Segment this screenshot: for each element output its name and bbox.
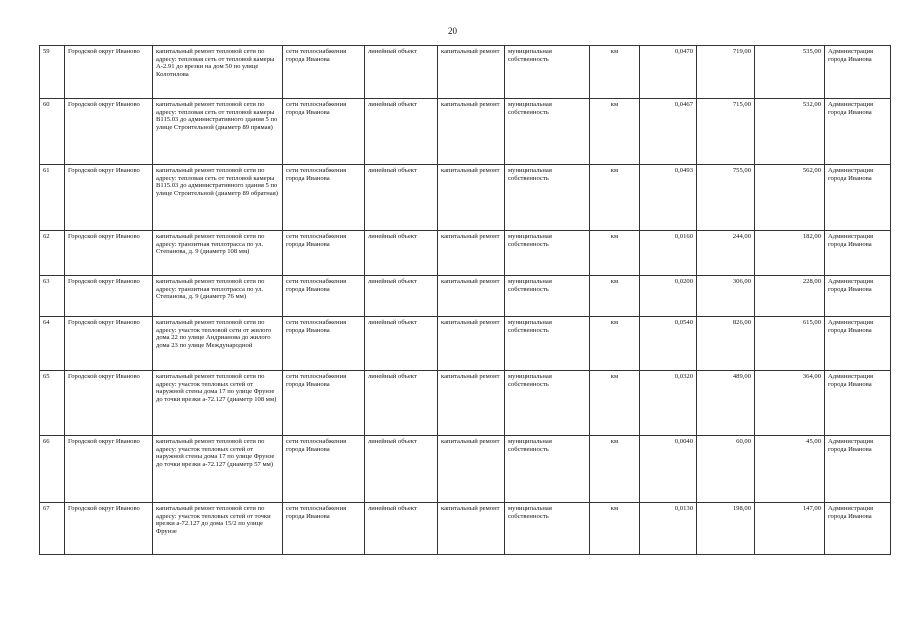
total-cost-cell: 306,00 bbox=[697, 276, 755, 317]
executor-cell: Администрация города Иванова bbox=[825, 436, 891, 503]
length-cell: 0,0320 bbox=[640, 371, 697, 436]
page-number: 20 bbox=[448, 26, 457, 36]
row-number-cell: 64 bbox=[40, 317, 65, 371]
ownership-cell: муниципальная собственность bbox=[505, 46, 590, 99]
length-cell: 0,0040 bbox=[640, 436, 697, 503]
description-cell: капитальный ремонт тепловой сети по адресу: транзитная теплотрасса по ул. Степанова, д. 9 (диаметр 76 мм) bbox=[153, 276, 283, 317]
capital-repair-table bbox=[39, 45, 891, 555]
ownership-cell: муниципальная собственность bbox=[505, 371, 590, 436]
work-type-cell: капитальный ремонт bbox=[438, 317, 505, 371]
total-cost-cell: 198,00 bbox=[697, 503, 755, 555]
municipality-cell: Городской округ Иваново bbox=[65, 371, 153, 436]
budget-cost-cell: 228,00 bbox=[755, 276, 825, 317]
row-number-cell: 65 bbox=[40, 371, 65, 436]
unit-cell: км bbox=[590, 317, 640, 371]
total-cost-cell: 244,00 bbox=[697, 231, 755, 276]
description-cell: капитальный ремонт тепловой сети по адресу: участок тепловых сетей от наружной стены дома 17 по улице Фрунзе до точки врезки а-72.127 (диаметр 57 мм) bbox=[153, 436, 283, 503]
total-cost-cell: 60,00 bbox=[697, 436, 755, 503]
municipality-cell: Городской округ Иваново bbox=[65, 317, 153, 371]
budget-cost-cell: 182,00 bbox=[755, 231, 825, 276]
unit-cell: км bbox=[590, 46, 640, 99]
unit-cell: км bbox=[590, 231, 640, 276]
budget-cost-cell: 147,00 bbox=[755, 503, 825, 555]
municipality-cell: Городской округ Иваново bbox=[65, 231, 153, 276]
length-cell: 0,0200 bbox=[640, 276, 697, 317]
executor-cell: Администрация города Иванова bbox=[825, 317, 891, 371]
budget-cost-cell: 45,00 bbox=[755, 436, 825, 503]
network-cell: сети теплоснабжения города Иванова bbox=[283, 436, 365, 503]
description-cell: капитальный ремонт тепловой сети по адресу: транзитная теплотрасса по ул. Степанова, д. 9 (диаметр 108 мм) bbox=[153, 231, 283, 276]
table-row bbox=[40, 231, 891, 276]
executor-cell: Администрация города Иванова bbox=[825, 165, 891, 231]
executor-cell: Администрация города Иванова bbox=[825, 231, 891, 276]
length-cell: 0,0130 bbox=[640, 503, 697, 555]
municipality-cell: Городской округ Иваново bbox=[65, 165, 153, 231]
row-number-cell: 60 bbox=[40, 99, 65, 165]
work-type-cell: капитальный ремонт bbox=[438, 436, 505, 503]
executor-cell: Администрация города Иванова bbox=[825, 46, 891, 99]
object-type-cell: линейный объект bbox=[365, 436, 438, 503]
description-cell: капитальный ремонт тепловой сети по адресу: тепловая сеть от тепловой камеры А-2.91 до врезки на дом 50 по улице Колотилова bbox=[153, 46, 283, 99]
object-type-cell: линейный объект bbox=[365, 46, 438, 99]
work-type-cell: капитальный ремонт bbox=[438, 371, 505, 436]
municipality-cell: Городской округ Иваново bbox=[65, 99, 153, 165]
table-row bbox=[40, 371, 891, 436]
row-number-cell: 63 bbox=[40, 276, 65, 317]
total-cost-cell: 755,00 bbox=[697, 165, 755, 231]
unit-cell: км bbox=[590, 99, 640, 165]
budget-cost-cell: 535,00 bbox=[755, 46, 825, 99]
description-cell: капитальный ремонт тепловой сети по адресу: тепловая сеть от тепловой камеры В115.03 до административного здания 5 по улице Строительной (диаметр 89 прямая) bbox=[153, 99, 283, 165]
object-type-cell: линейный объект bbox=[365, 99, 438, 165]
object-type-cell: линейный объект bbox=[365, 165, 438, 231]
municipality-cell: Городской округ Иваново bbox=[65, 503, 153, 555]
work-type-cell: капитальный ремонт bbox=[438, 276, 505, 317]
table-row bbox=[40, 276, 891, 317]
ownership-cell: муниципальная собственность bbox=[505, 317, 590, 371]
work-type-cell: капитальный ремонт bbox=[438, 503, 505, 555]
table-row bbox=[40, 46, 891, 99]
object-type-cell: линейный объект bbox=[365, 231, 438, 276]
length-cell: 0,0467 bbox=[640, 99, 697, 165]
network-cell: сети теплоснабжения города Иванова bbox=[283, 371, 365, 436]
ownership-cell: муниципальная собственность bbox=[505, 276, 590, 317]
total-cost-cell: 489,00 bbox=[697, 371, 755, 436]
unit-cell: км bbox=[590, 436, 640, 503]
row-number-cell: 61 bbox=[40, 165, 65, 231]
table-row bbox=[40, 503, 891, 555]
work-type-cell: капитальный ремонт bbox=[438, 165, 505, 231]
table-body bbox=[40, 46, 891, 555]
network-cell: сети теплоснабжения города Иванова bbox=[283, 99, 365, 165]
object-type-cell: линейный объект bbox=[365, 371, 438, 436]
network-cell: сети теплоснабжения города Иванова bbox=[283, 276, 365, 317]
budget-cost-cell: 364,00 bbox=[755, 371, 825, 436]
length-cell: 0,0540 bbox=[640, 317, 697, 371]
network-cell: сети теплоснабжения города Иванова bbox=[283, 317, 365, 371]
description-cell: капитальный ремонт тепловой сети по адресу: участок тепловых сетей от точки врезки а-72.127 до дома 15/2 по улице Фрунзе bbox=[153, 503, 283, 555]
network-cell: сети теплоснабжения города Иванова bbox=[283, 165, 365, 231]
unit-cell: км bbox=[590, 276, 640, 317]
length-cell: 0,0493 bbox=[640, 165, 697, 231]
work-type-cell: капитальный ремонт bbox=[438, 99, 505, 165]
municipality-cell: Городской округ Иваново bbox=[65, 46, 153, 99]
length-cell: 0,0470 bbox=[640, 46, 697, 99]
table-row bbox=[40, 165, 891, 231]
municipality-cell: Городской округ Иваново bbox=[65, 276, 153, 317]
municipality-cell: Городской округ Иваново bbox=[65, 436, 153, 503]
budget-cost-cell: 562,00 bbox=[755, 165, 825, 231]
work-type-cell: капитальный ремонт bbox=[438, 46, 505, 99]
object-type-cell: линейный объект bbox=[365, 503, 438, 555]
budget-cost-cell: 615,00 bbox=[755, 317, 825, 371]
network-cell: сети теплоснабжения города Иванова bbox=[283, 503, 365, 555]
unit-cell: км bbox=[590, 165, 640, 231]
ownership-cell: муниципальная собственность bbox=[505, 99, 590, 165]
description-cell: капитальный ремонт тепловой сети по адресу: тепловая сеть от тепловой камеры В115.03 до административного здания 5 по улице Строительной (диаметр 89 обратная) bbox=[153, 165, 283, 231]
description-cell: капитальный ремонт тепловой сети по адресу: участок тепловой сети от жилого дома 22 по улице Андрианова до жилого дома 23 по улице Международной bbox=[153, 317, 283, 371]
ownership-cell: муниципальная собственность bbox=[505, 165, 590, 231]
total-cost-cell: 715,00 bbox=[697, 99, 755, 165]
table-row bbox=[40, 317, 891, 371]
unit-cell: км bbox=[590, 503, 640, 555]
row-number-cell: 66 bbox=[40, 436, 65, 503]
executor-cell: Администрация города Иванова bbox=[825, 503, 891, 555]
executor-cell: Администрация города Иванова bbox=[825, 276, 891, 317]
ownership-cell: муниципальная собственность bbox=[505, 436, 590, 503]
table-row bbox=[40, 99, 891, 165]
object-type-cell: линейный объект bbox=[365, 317, 438, 371]
description-cell: капитальный ремонт тепловой сети по адресу: участок тепловых сетей от наружной стены дома 17 по улице Фрунзе до точки врезки а-72.127 (диаметр 108 мм) bbox=[153, 371, 283, 436]
row-number-cell: 62 bbox=[40, 231, 65, 276]
ownership-cell: муниципальная собственность bbox=[505, 503, 590, 555]
table-row bbox=[40, 436, 891, 503]
unit-cell: км bbox=[590, 371, 640, 436]
row-number-cell: 59 bbox=[40, 46, 65, 99]
budget-cost-cell: 532,00 bbox=[755, 99, 825, 165]
work-type-cell: капитальный ремонт bbox=[438, 231, 505, 276]
row-number-cell: 67 bbox=[40, 503, 65, 555]
executor-cell: Администрация города Иванова bbox=[825, 99, 891, 165]
length-cell: 0,0160 bbox=[640, 231, 697, 276]
network-cell: сети теплоснабжения города Иванова bbox=[283, 231, 365, 276]
object-type-cell: линейный объект bbox=[365, 276, 438, 317]
total-cost-cell: 826,00 bbox=[697, 317, 755, 371]
network-cell: сети теплоснабжения города Иванова bbox=[283, 46, 365, 99]
executor-cell: Администрация города Иванова bbox=[825, 371, 891, 436]
total-cost-cell: 719,00 bbox=[697, 46, 755, 99]
ownership-cell: муниципальная собственность bbox=[505, 231, 590, 276]
